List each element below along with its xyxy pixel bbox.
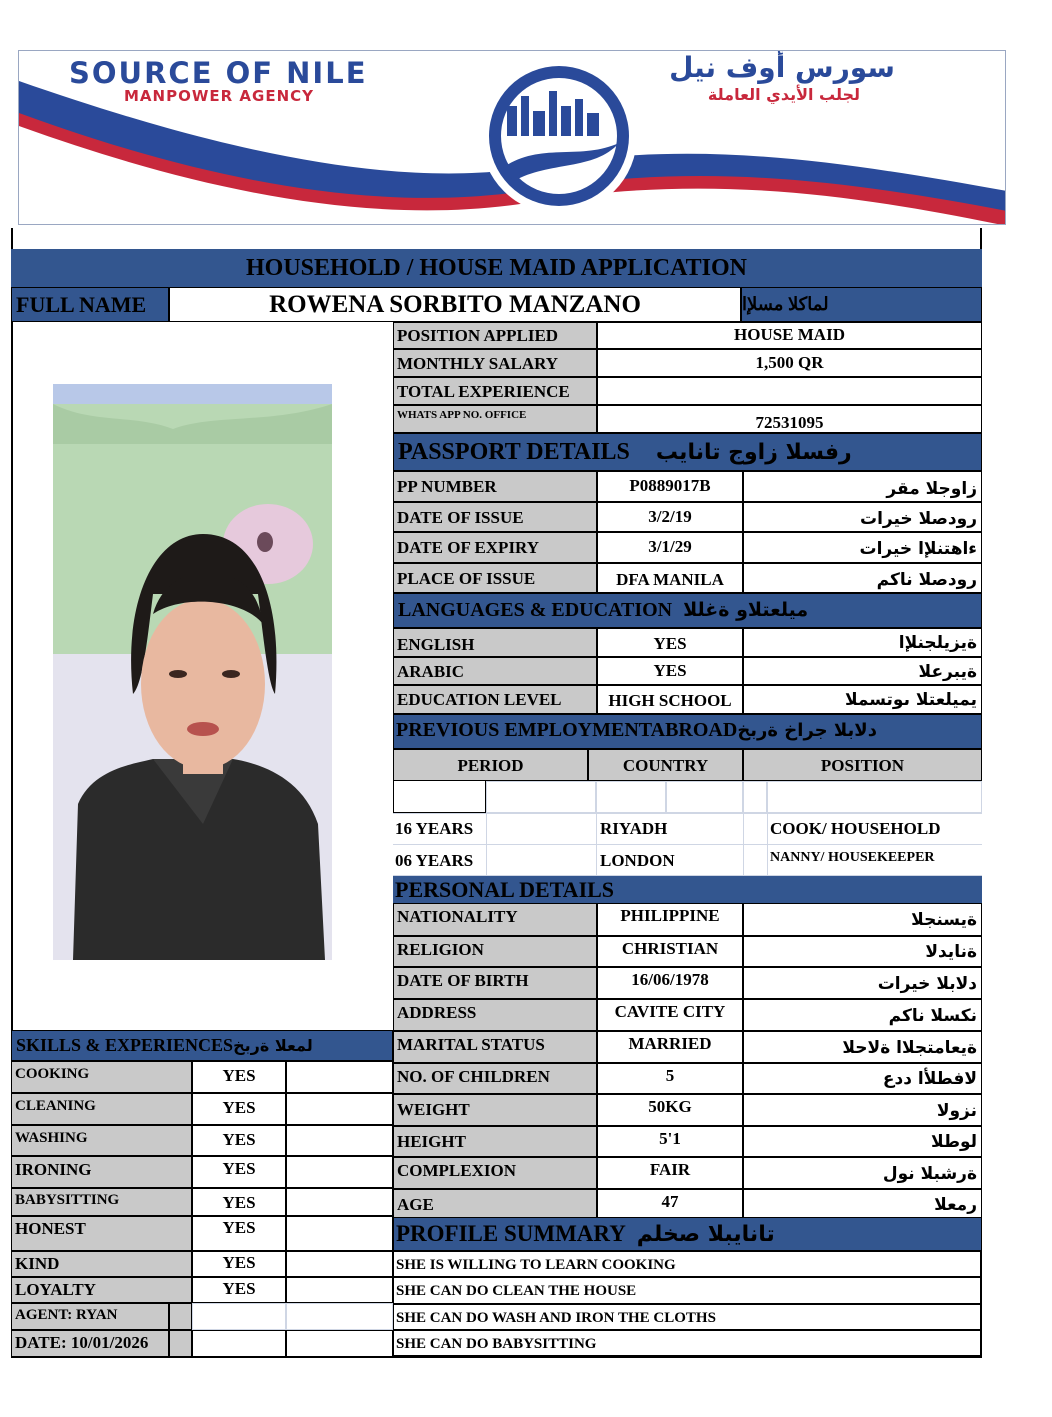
height-arabic: لوطلا xyxy=(743,1126,982,1157)
weight-label: WEIGHT xyxy=(393,1094,597,1126)
date-of-expiry-label: DATE OF EXPIRY xyxy=(393,532,597,563)
employment-row xyxy=(393,813,982,845)
height-label: HEIGHT xyxy=(393,1126,597,1157)
address-arabic: نكسلا ناكم xyxy=(743,999,982,1031)
nationality-arabic: ةيسنجلا xyxy=(743,903,982,936)
complexion-label: COMPLEXION xyxy=(393,1157,597,1189)
education-level-value: HIGH SCHOOL xyxy=(597,685,743,714)
position-applied-label: POSITION APPLIED xyxy=(393,322,597,349)
skill-loyalty-label: LOYALTY xyxy=(11,1277,192,1303)
personal-section-header: PERSONAL DETAILS xyxy=(393,876,982,903)
profile-line: SHE IS WILLING TO LEARN COOKING xyxy=(393,1251,982,1277)
nationality-label: NATIONALITY xyxy=(393,903,597,936)
employment-table xyxy=(393,749,982,876)
application-date: DATE: 10/01/2026 xyxy=(11,1330,169,1357)
date-of-birth-value: 16/06/1978 xyxy=(597,967,743,999)
arabic-value: YES xyxy=(597,657,743,685)
english-value: YES xyxy=(597,628,743,657)
skill-cleaning-notes xyxy=(286,1093,393,1125)
profile-line: SHE CAN DO BABYSITTING xyxy=(393,1330,982,1357)
profile-lines xyxy=(393,1251,982,1357)
address-value: CAVITE CITY xyxy=(597,999,743,1031)
full-name-value: ROWENA SORBITO MANZANO xyxy=(169,287,741,322)
passport-table xyxy=(393,471,982,593)
skill-honest-label: HONEST xyxy=(11,1216,192,1251)
whatsapp-office-label: WHATS APP NO. OFFICE xyxy=(393,405,597,433)
complexion-value: FAIR xyxy=(597,1157,743,1189)
skill-loyalty-notes xyxy=(286,1277,393,1303)
monthly-salary-value: 1,500 QR xyxy=(597,349,982,377)
total-experience-value xyxy=(597,377,982,405)
arabic-label: ARABIC xyxy=(393,657,597,685)
skills-table xyxy=(11,1061,393,1357)
agency-name-ar: سورس أوف نيل xyxy=(669,51,895,84)
skill-loyalty-value: YES xyxy=(192,1277,286,1303)
agent-name: AGENT: RYAN xyxy=(11,1303,169,1330)
skill-honest-value: YES xyxy=(192,1216,286,1251)
employment-position: NANNY/ HOUSEKEEPER xyxy=(770,850,935,865)
place-of-issue-value: DFA MANILA xyxy=(597,563,743,593)
employment-divider xyxy=(743,813,744,876)
employment-country: RIYADH xyxy=(600,819,668,838)
complexion-arabic: ةرشبلا نول xyxy=(743,1157,982,1189)
employment-period: 16 YEARS xyxy=(395,819,474,838)
date-cell xyxy=(192,1330,286,1357)
religion-arabic: ةنايدلا xyxy=(743,936,982,967)
skill-ironing-label: IRONING xyxy=(11,1156,192,1188)
employment-grid-line xyxy=(767,781,982,813)
education-level-arabic: يميلعتلا ىوتسملا xyxy=(743,685,982,714)
employment-position: COOK/ HOUSEHOLD xyxy=(770,819,941,838)
personal-table xyxy=(393,903,982,1217)
monthly-salary-label: MONTHLY SALARY xyxy=(393,349,597,377)
skill-washing-notes xyxy=(286,1125,393,1156)
date-cell xyxy=(286,1330,393,1357)
profile-heading-en: PROFILE SUMMARY xyxy=(396,1221,625,1246)
languages-section-header xyxy=(393,593,982,628)
employment-heading-ar: دلابلا جراخ ةربخ xyxy=(737,720,877,741)
employment-divider xyxy=(596,813,597,876)
english-arabic: ةيزيلجنلإا xyxy=(743,628,982,657)
profile-heading-ar: تانايبلا صخلم xyxy=(636,1222,775,1247)
employment-section-header xyxy=(393,714,982,749)
employment-col-period: PERIOD xyxy=(393,749,588,781)
skill-babysitting-value: YES xyxy=(192,1188,286,1216)
whatsapp-office-value: 72531095 xyxy=(597,405,982,433)
profile-line: SHE CAN DO WASH AND IRON THE CLOTHS xyxy=(393,1304,982,1330)
passport-heading-en: PASSPORT DETAILS xyxy=(398,439,630,465)
skill-cleaning-label: CLEANING xyxy=(11,1093,192,1125)
applicant-photo-graphic xyxy=(53,384,332,960)
skill-ironing-value: YES xyxy=(192,1156,286,1188)
total-experience-label: TOTAL EXPERIENCE xyxy=(393,377,597,405)
employment-row xyxy=(393,845,982,876)
skill-cleaning-value: YES xyxy=(192,1093,286,1125)
employment-grid-line xyxy=(486,781,596,813)
weight-value: 50KG xyxy=(597,1094,743,1126)
english-label: ENGLISH xyxy=(393,628,597,657)
religion-value: CHRISTIAN xyxy=(597,936,743,967)
date-of-expiry-arabic: ءاهتنلإا خيرات xyxy=(743,532,982,563)
skill-cooking-label: COOKING xyxy=(11,1061,192,1093)
place-of-issue-label: PLACE OF ISSUE xyxy=(393,563,597,593)
employment-blank-cell xyxy=(393,781,486,813)
date-of-issue-label: DATE OF ISSUE xyxy=(393,502,597,532)
agent-cell xyxy=(192,1303,286,1330)
date-of-issue-value: 3/2/19 xyxy=(597,502,743,532)
age-arabic: رمعلا xyxy=(743,1189,982,1219)
age-label: AGE xyxy=(393,1189,597,1219)
skill-cooking-value: YES xyxy=(192,1061,286,1093)
summary-table xyxy=(393,322,982,433)
skill-kind-label: KIND xyxy=(11,1251,192,1277)
employment-period: 06 YEARS xyxy=(395,851,474,870)
date-of-birth-label: DATE OF BIRTH xyxy=(393,967,597,999)
skills-heading-ar: لمعلا ةربخ xyxy=(233,1036,313,1055)
agency-subtitle-ar: لجلب الأيدي العاملة xyxy=(707,85,861,104)
profile-line: SHE CAN DO CLEAN THE HOUSE xyxy=(393,1277,982,1304)
employment-col-position: POSITION xyxy=(743,749,982,781)
agency-name-en: SOURCE OF NILE xyxy=(69,56,368,90)
employment-grid-line xyxy=(743,781,767,813)
employment-grid-line xyxy=(666,781,743,813)
languages-table xyxy=(393,628,982,714)
weight-arabic: نزولا xyxy=(743,1094,982,1126)
children-value: 5 xyxy=(597,1063,743,1094)
skill-kind-value: YES xyxy=(192,1251,286,1277)
date-of-issue-arabic: رودصلا خيرات xyxy=(743,502,982,532)
children-arabic: لافطلأا ددع xyxy=(743,1063,982,1094)
skill-babysitting-notes xyxy=(286,1188,393,1216)
children-label: NO. OF CHILDREN xyxy=(393,1063,597,1094)
position-applied-value: HOUSE MAID xyxy=(597,322,982,349)
nationality-value: PHILIPPINE xyxy=(597,903,743,936)
age-value: 47 xyxy=(597,1189,743,1219)
skill-kind-notes xyxy=(286,1251,393,1277)
agent-spacer xyxy=(169,1303,192,1330)
religion-label: RELIGION xyxy=(393,936,597,967)
pp-number-arabic: زاوجلا مقر xyxy=(743,471,982,502)
education-level-label: EDUCATION LEVEL xyxy=(393,685,597,714)
date-spacer xyxy=(169,1330,192,1357)
passport-heading-ar: رفسلا زاوج تانايب xyxy=(655,440,852,465)
employment-grid-line xyxy=(596,781,666,813)
skills-section-header xyxy=(11,1030,393,1061)
place-of-issue-arabic: رودصلا ناكم xyxy=(743,563,982,593)
full-name-arabic-label: لماكلا مسلإا xyxy=(741,287,982,322)
marital-status-value: MARRIED xyxy=(597,1031,743,1063)
languages-heading-ar: ميلعتلاو ةغللا xyxy=(683,599,809,621)
employment-divider xyxy=(767,813,768,876)
employment-country: LONDON xyxy=(600,851,675,870)
agency-subtitle-en: MANPOWER AGENCY xyxy=(124,87,314,105)
skill-washing-value: YES xyxy=(192,1125,286,1156)
address-label: ADDRESS xyxy=(393,999,597,1031)
skills-heading-en: SKILLS & EXPERIENCES xyxy=(16,1035,234,1055)
profile-section-header xyxy=(393,1217,982,1251)
arabic-arabic: ةيبرعلا xyxy=(743,657,982,685)
marital-status-arabic: ةيعامتجلاا ةلاحلا xyxy=(743,1031,982,1063)
employment-divider xyxy=(486,813,487,876)
applicant-photo xyxy=(53,384,332,960)
pp-number-value: P0889017B xyxy=(597,471,743,502)
employment-col-country: COUNTRY xyxy=(588,749,743,781)
languages-heading-en: LANGUAGES & EDUCATION xyxy=(398,599,673,621)
form-title: HOUSEHOLD / HOUSE MAID APPLICATION xyxy=(11,249,982,287)
pp-number-label: PP NUMBER xyxy=(393,471,597,502)
full-name-label: FULL NAME xyxy=(11,287,169,322)
height-value: 5'1 xyxy=(597,1126,743,1157)
employment-heading-en: PREVIOUS EMPLOYMENTABROAD xyxy=(396,719,738,741)
date-of-expiry-value: 3/1/29 xyxy=(597,532,743,563)
agency-logo-banner xyxy=(18,50,1006,225)
agent-cell xyxy=(286,1303,393,1330)
passport-section-header xyxy=(393,433,982,471)
marital-status-label: MARITAL STATUS xyxy=(393,1031,597,1063)
skill-washing-label: WASHING xyxy=(11,1125,192,1156)
date-of-birth-arabic: دلابلا خيرات xyxy=(743,967,982,999)
skill-ironing-notes xyxy=(286,1156,393,1188)
skill-cooking-notes xyxy=(286,1061,393,1093)
skill-honest-notes xyxy=(286,1216,393,1251)
skill-babysitting-label: BABYSITTING xyxy=(11,1188,192,1216)
